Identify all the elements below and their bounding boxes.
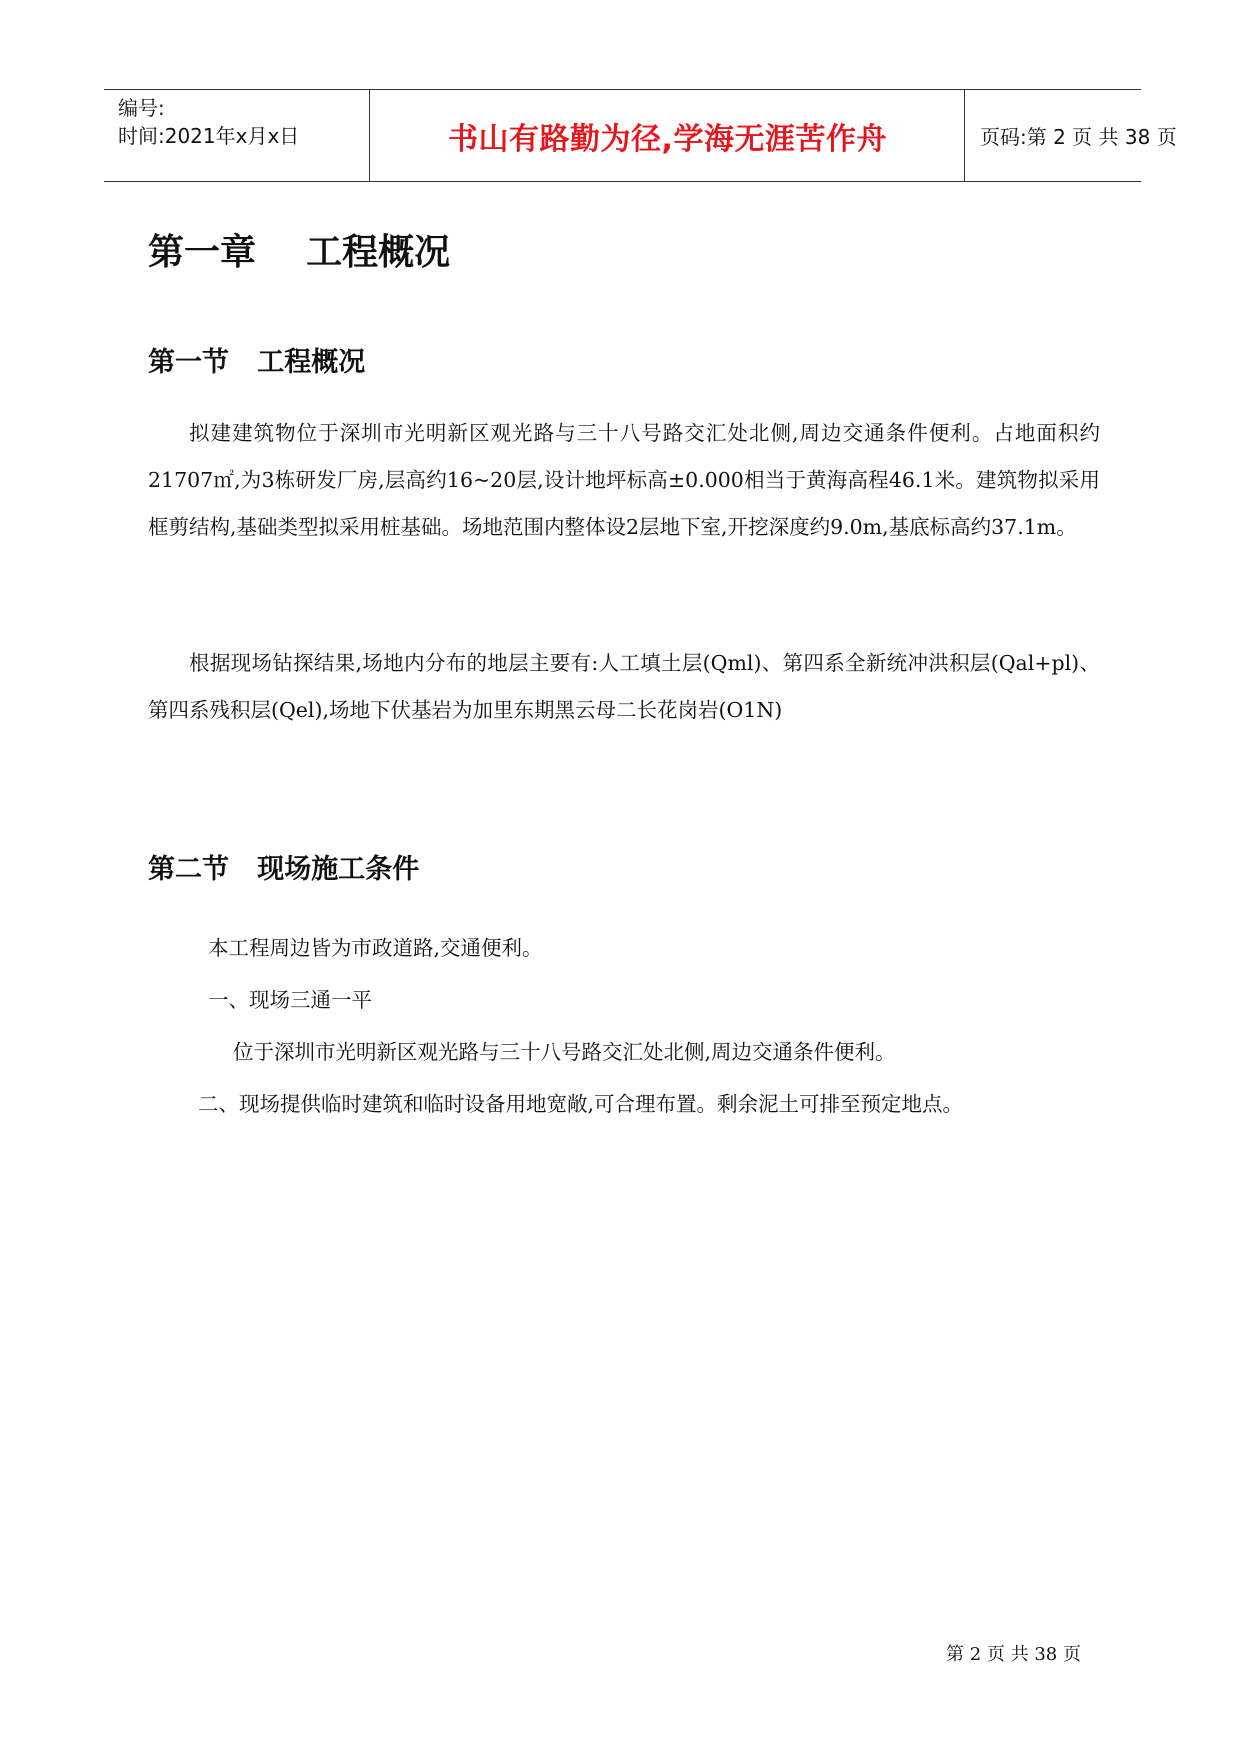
text-line: 一、现场三通一平 xyxy=(208,988,372,1012)
paragraph: 拟建建筑物位于深圳市光明新区观光路与三十八号路交汇处北侧,周边交通条件便利。占地面积约21707㎡,为3栋研发厂房,层高约16~20层,设计地坪标高±0.000相当于黄海高程46.1米。建筑物拟采用框剪结构,基础类型拟采用桩基础。场地范围内整体设2层地下室,开挖深度约9.0m,基底标高约37.1m。 xyxy=(148,421,1100,539)
header-divider xyxy=(964,90,965,181)
header-motto: 书山有路勤为径,学海无涯苦作舟 xyxy=(448,121,887,157)
section-title: 第二节 现场施工条件 xyxy=(148,854,420,885)
header-left-cell xyxy=(118,94,368,150)
paragraph: 二、现场提供临时建筑和临时设备用地宽敞,可合理布置。剩余泥土可排至预定地点。 xyxy=(198,1092,964,1116)
text-line: 本工程周边皆为市政道路,交通便利。 xyxy=(208,936,543,960)
header-page-number: 页码:第 2 页 共 38 页 xyxy=(980,125,1177,149)
header-divider xyxy=(369,90,370,181)
text-line: 位于深圳市光明新区观光路与三十八号路交汇处北侧,周边交通条件便利。 xyxy=(233,1040,896,1064)
page-footer: 第 2 页 共 38 页 xyxy=(946,1644,1081,1665)
serial-label: 编号: xyxy=(118,96,165,120)
section-title: 第一节 工程概况 xyxy=(148,347,366,378)
date-label: 时间:2021年x月x日 xyxy=(118,124,300,148)
paragraph: 根据现场钻探结果,场地内分布的地层主要有:人工填土层(Qml)、第四系全新统冲洪积层(Qal+pl)、第四系残积层(Qel),场地下伏基岩为加里东期黑云母二长花岗岩(O1N) xyxy=(148,651,1100,722)
chapter-title: 第一章 工程概况 xyxy=(148,232,451,273)
page-header xyxy=(104,89,1177,182)
